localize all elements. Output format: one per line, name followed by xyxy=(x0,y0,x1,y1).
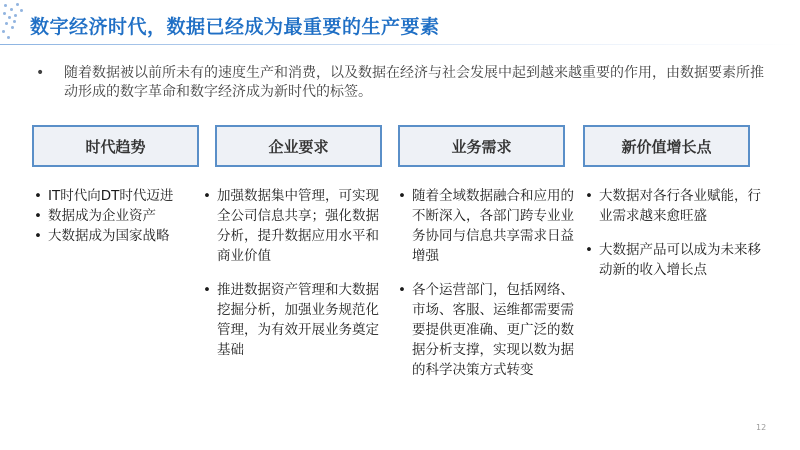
column-enterprise xyxy=(203,186,389,360)
list-item: • IT时代向DT时代迈进 xyxy=(34,188,174,204)
list-item: • 各个运营部门，包括网络、市场、客服、运维都需要需要提供更准确、更广泛的数据分析支撑，实现以数为据的科学决策方式转变 xyxy=(398,282,574,378)
intro-bullet: • xyxy=(36,65,45,81)
list-item: • 大数据对各行各业赋能，行业需求越来愈旺盛 xyxy=(585,188,761,224)
column-business xyxy=(398,186,584,380)
bullet-dot: • xyxy=(585,188,593,204)
intro-text: 随着数据被以前所未有的速度生产和消费，以及数据在经济与社会发展中起到越来越重要的作用，由数据要素所推动形成的数字革命和数字经济成为新时代的标签。 xyxy=(64,65,764,100)
bullet-dot: • xyxy=(398,282,406,298)
bullet-dot: • xyxy=(34,188,42,204)
list-item: • 大数据产品可以成为未来移动新的收入增长点 xyxy=(585,242,761,278)
page-number: 12 xyxy=(756,423,767,432)
bullet-dot: • xyxy=(398,188,406,204)
column-growth xyxy=(585,186,771,280)
list-item: • 数据成为企业资产 xyxy=(34,208,156,224)
title-divider xyxy=(0,44,800,45)
category-box-trend: 时代趋势 xyxy=(32,125,199,167)
list-item: • 加强数据集中管理，可实现全公司信息共享；强化数据分析，提升数据应用水平和商业价值 xyxy=(203,188,379,264)
list-item: • 大数据成为国家战略 xyxy=(34,228,170,244)
list-item: • 随着全域数据融合和应用的不断深入，各部门跨专业业务协同与信息共享需求日益增强 xyxy=(398,188,574,264)
bullet-dot: • xyxy=(585,242,593,258)
bullet-dot: • xyxy=(34,228,42,244)
list-item: • 推进数据资产管理和大数据挖掘分析，加强业务规范化管理，为有效开展业务奠定基础 xyxy=(203,282,379,358)
page-title: 数字经济时代，数据已经成为最重要的生产要素 xyxy=(30,16,440,38)
bullet-dot: • xyxy=(203,282,211,298)
category-box-growth: 新价值增长点 xyxy=(583,125,750,167)
column-trend xyxy=(34,186,204,246)
bullet-dot: • xyxy=(203,188,211,204)
corner-dot-decoration xyxy=(0,0,30,60)
category-box-business: 业务需求 xyxy=(398,125,565,167)
category-box-enterprise: 企业要求 xyxy=(215,125,382,167)
bullet-dot: • xyxy=(34,208,42,224)
intro-paragraph xyxy=(36,64,776,102)
